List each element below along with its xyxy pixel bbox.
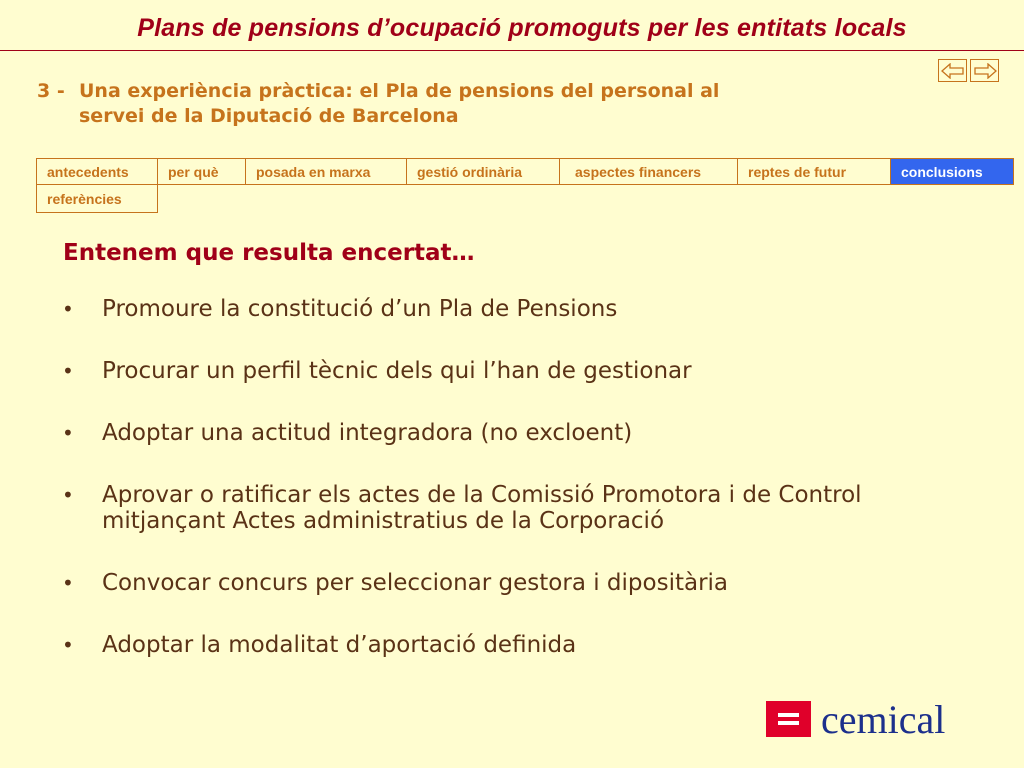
tab-aspectes-financers[interactable]: aspectes financers [559, 158, 738, 185]
tab-reptes-de-futur[interactable]: reptes de futur [737, 158, 891, 185]
arrow-left-icon [941, 63, 965, 79]
bullet-icon: • [62, 571, 74, 595]
bullet-icon: • [62, 359, 74, 383]
logo-text: cemical [821, 697, 946, 742]
list-item [62, 296, 942, 322]
tab-posada-en-marxa[interactable]: posada en marxa [245, 158, 407, 185]
cemical-logo [766, 697, 946, 742]
list-item [62, 482, 942, 534]
tab-gestio-ordinaria[interactable]: gestió ordinària [406, 158, 560, 185]
section-title-line1: Una experiència pràctica: el Pla de pensions del personal al [79, 80, 720, 102]
list-item-text: Procurar un perfil tècnic dels qui l’han de gestionar [102, 358, 692, 384]
title-divider [0, 50, 1024, 51]
section-title-line2: servei de la Diputació de Barcelona [79, 105, 459, 127]
tab-bar [36, 158, 1014, 213]
list-item [62, 358, 942, 384]
previous-slide-button[interactable] [938, 59, 967, 82]
next-slide-button[interactable] [970, 59, 999, 82]
list-item-text: Convocar concurs per seleccionar gestora i dipositària [102, 570, 729, 596]
bullet-icon: • [62, 483, 74, 507]
logo-mark-icon [766, 701, 811, 737]
list-item-text: Promoure la constitució d’un Pla de Pensions [102, 296, 618, 322]
list-item-text: Adoptar la modalitat d’aportació definida [102, 632, 577, 658]
bullet-icon: • [62, 633, 74, 657]
list-item-text: Adoptar una actitud integradora (no excloent) [102, 420, 633, 446]
tab-antecedents[interactable]: antecedents [36, 158, 158, 185]
section-heading [37, 79, 719, 129]
bullet-icon: • [62, 421, 74, 445]
list-item [62, 420, 942, 446]
bullet-list [62, 296, 942, 694]
section-number: 3 - [37, 80, 65, 102]
list-item [62, 570, 942, 596]
list-item [62, 632, 942, 658]
tab-conclusions[interactable]: conclusions [890, 158, 1014, 185]
tab-per-que[interactable]: per què [157, 158, 246, 185]
arrow-right-icon [973, 63, 997, 79]
bullet-icon: • [62, 297, 74, 321]
tab-row [36, 185, 1014, 213]
list-item-text: Aprovar o ratificar els actes de la Comissió Promotora i de Control mitjançant Actes administratius de la Corporació [102, 482, 862, 534]
content-heading: Entenem que resulta encertat… [63, 240, 475, 266]
tab-referencies[interactable]: referències [36, 184, 158, 213]
page-title: Plans de pensions d’ocupació promoguts per les entitats locals [137, 14, 907, 42]
tab-row [36, 158, 1014, 185]
slide-navigation [938, 59, 999, 82]
